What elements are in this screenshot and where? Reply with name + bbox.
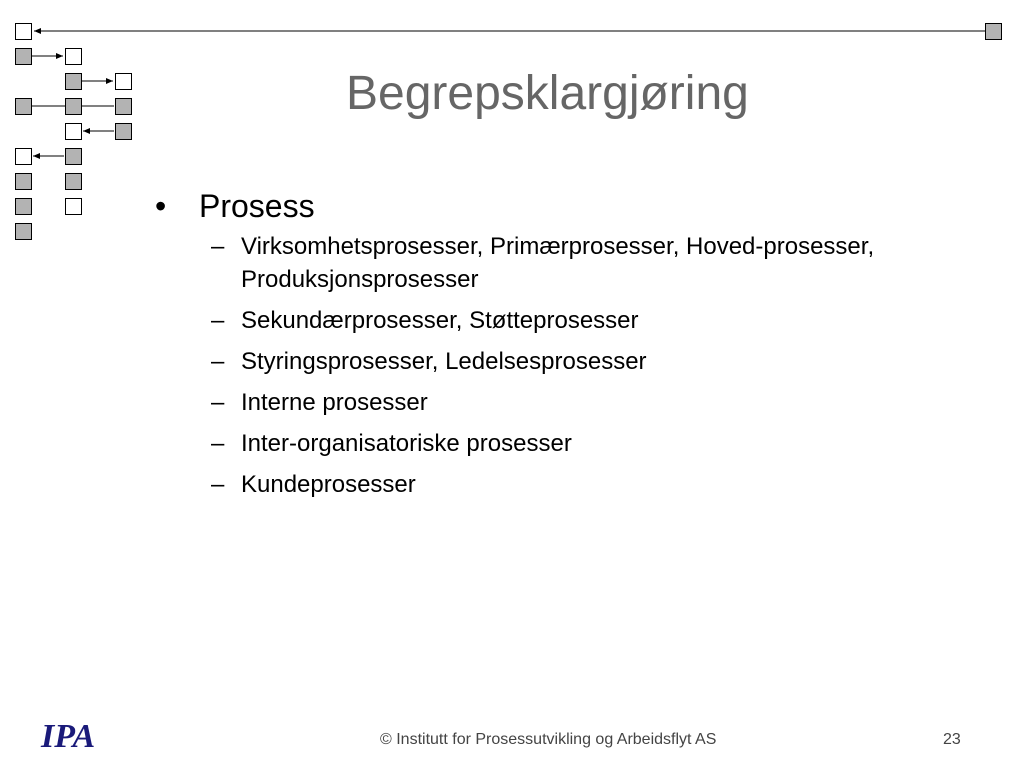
bullet-marker: • <box>155 188 167 224</box>
page-number: 23 <box>943 731 961 748</box>
sub-bullet-item <box>155 230 915 296</box>
sub-bullet-item <box>155 468 915 501</box>
sub-bullet-text: Kundeprosesser <box>241 471 416 498</box>
slide-body <box>155 186 915 501</box>
sub-bullet-text: Interne prosesser <box>241 389 428 416</box>
dash-marker: – <box>211 307 225 334</box>
bullet-text: Prosess <box>199 188 315 224</box>
sub-bullet-text: Inter-organisatoriske prosesser <box>241 430 572 457</box>
dash-marker: – <box>211 233 225 260</box>
sub-bullet-item <box>155 304 915 337</box>
bullet-item <box>155 186 915 226</box>
sub-bullet-item <box>155 427 915 460</box>
dash-marker: – <box>211 348 225 375</box>
sub-bullet-item <box>155 345 915 378</box>
dash-marker: – <box>211 389 225 416</box>
slide-title: Begrepsklargjøring <box>346 67 749 120</box>
sub-bullet-text: Virksomhetsprosesser, Primærprosesser, Hoved-prosesser, Produksjonsprosesser <box>241 233 875 293</box>
sub-bullet-list <box>155 230 915 501</box>
dash-marker: – <box>211 430 225 457</box>
sub-bullet-text: Styringsprosesser, Ledelsesprosesser <box>241 348 647 375</box>
sub-bullet-text: Sekundærprosesser, Støtteprosesser <box>241 307 639 334</box>
footer-copyright: © Institutt for Prosessutvikling og Arbeidsflyt AS <box>380 731 717 748</box>
sub-bullet-item <box>155 386 915 419</box>
ipa-logo: IPA <box>41 718 96 755</box>
dash-marker: – <box>211 471 225 498</box>
